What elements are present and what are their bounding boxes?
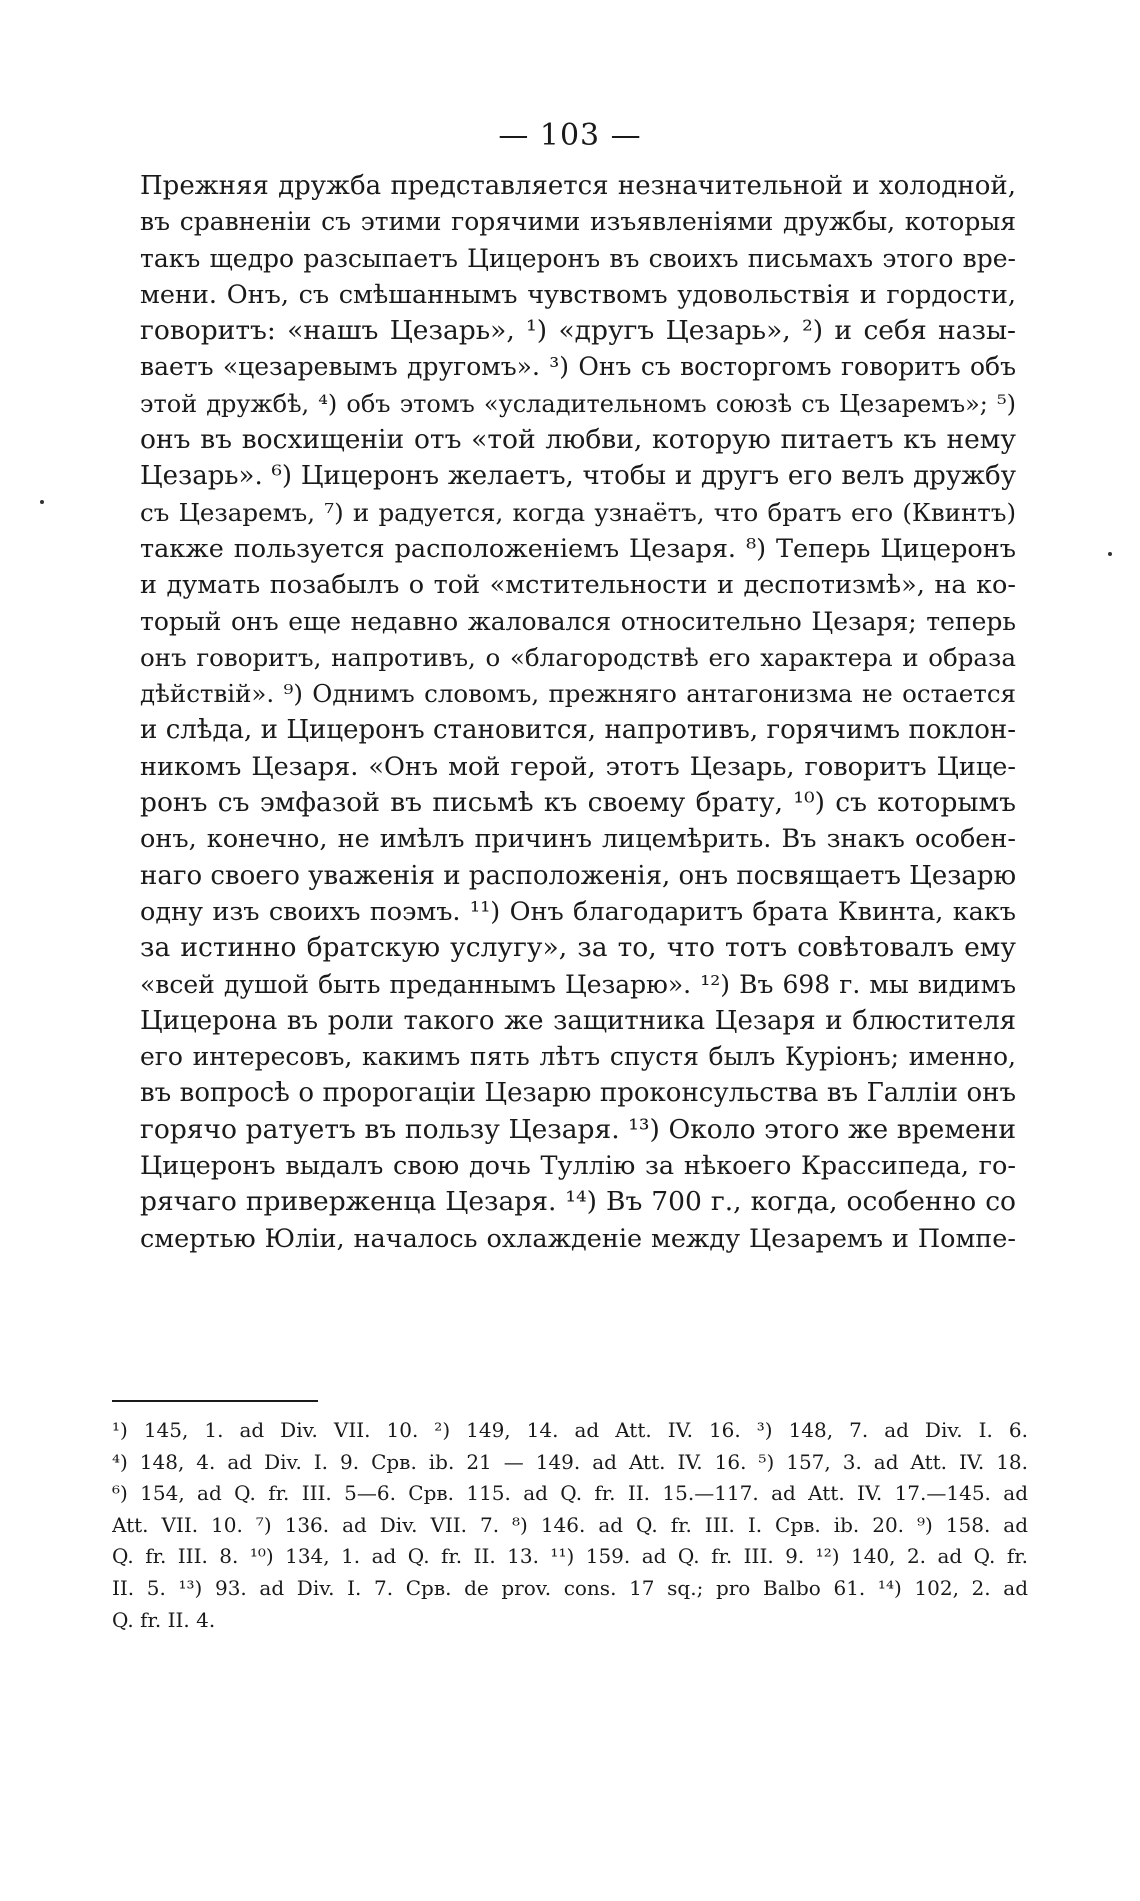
text-line: и слѣда, и Цицеронъ становится, напротивъ, горячимъ поклон- bbox=[140, 715, 1016, 746]
footnote-divider bbox=[112, 1400, 318, 1402]
footnote-line: ⁴) 148, 4. ad Div. I. 9. Срв. ib. 21 — 149. ad Att. IV. 16. ⁵) 157, 3. ad Att. IV. 18. bbox=[112, 1449, 1028, 1474]
text-line: Цезарь». ⁶) Цицеронъ желаетъ, чтобы и другъ его велъ дружбу bbox=[140, 461, 1016, 492]
text-line: и думать позабылъ о той «мстительности и деспотизмѣ», на ко- bbox=[140, 570, 1016, 601]
text-line: въ вопросѣ о пророгаціи Цезарю проконсульства въ Галліи онъ bbox=[140, 1078, 1016, 1109]
text-line: въ сравненіи съ этими горячими изъявленіями дружбы, которыя bbox=[140, 207, 1016, 237]
footnote-line: Q. fr. II. 4. bbox=[112, 1607, 216, 1632]
text-line: за истинно братскую услугу», за то, что тотъ совѣтовалъ ему bbox=[140, 932, 1016, 964]
text-line: такъ щедро разсыпаетъ Цицеронъ въ своихъ письмахъ этого вре- bbox=[140, 243, 1016, 273]
footnotes bbox=[112, 1415, 1028, 1636]
text-line: одну изъ своихъ поэмъ. ¹¹) Онъ благодаритъ брата Квинта, какъ bbox=[140, 896, 1016, 927]
text-line: Цицеронъ выдалъ свою дочь Туллію за нѣкоего Крассипеда, го- bbox=[140, 1151, 1016, 1182]
footnote-line: ⁶) 154, ad Q. fr. III. 5—6. Срв. 115. ad Q. fr. II. 15.—117. ad Att. IV. 17.—145. ad bbox=[112, 1481, 1028, 1506]
text-line: смертью Юліи, началось охлажденіе между Цезаремъ и Помпе- bbox=[140, 1223, 1016, 1254]
text-line: ронъ съ эмфазой въ письмѣ къ своему брату, ¹⁰) съ которымъ bbox=[140, 787, 1016, 819]
text-line: онъ въ восхищеніи отъ «той любви, которую питаетъ къ нему bbox=[140, 424, 1016, 456]
text-line: этой дружбѣ, ⁴) объ этомъ «усладительномъ союзѣ съ Цезаремъ»; ⁵) bbox=[140, 389, 1016, 418]
footnote-line: Q. fr. III. 8. ¹⁰) 134, 1. ad Q. fr. II. 13. ¹¹) 159. ad Q. fr. III. 9. ¹²) 140, 2. ad Q. fr. bbox=[112, 1544, 1028, 1569]
text-line: торый онъ еще недавно жаловался относительно Цезаря; теперь bbox=[140, 606, 1016, 636]
text-line: онъ говоритъ, напротивъ, о «благородствѣ его характера и образа bbox=[140, 642, 1016, 672]
footnote-line: Att. VII. 10. ⁷) 136. ad Div. VII. 7. ⁸) 146. ad Q. fr. III. I. Срв. ib. 20. ⁹) 158. ad bbox=[112, 1512, 1028, 1537]
main-text bbox=[140, 168, 1016, 1257]
text-line: Цицерона въ роли такого же защитника Цезаря и блюстителя bbox=[140, 1005, 1016, 1036]
text-line: «всей душой быть преданнымъ Цезарю». ¹²) Въ 698 г. мы видимъ bbox=[140, 969, 1016, 999]
text-line: съ Цезаремъ, ⁷) и радуется, когда узнаётъ, что братъ его (Квинтъ) bbox=[140, 497, 1016, 527]
page-number: — 103 — bbox=[498, 118, 642, 153]
text-line: говоритъ: «нашъ Цезарь», ¹) «другъ Цезарь», ²) и себя назы- bbox=[140, 315, 1016, 347]
text-line: Прежняя дружба представляется незначительной и холодной, bbox=[140, 171, 1016, 201]
footnote-line: II. 5. ¹³) 93. ad Div. I. 7. Срв. de prov. cons. 17 sq.; pro Balbo 61. ¹⁴) 102, 2. ad bbox=[112, 1575, 1028, 1600]
text-line: дѣйствій». ⁹) Однимъ словомъ, прежняго антагонизма не остается bbox=[140, 679, 1016, 709]
text-line: мени. Онъ, съ смѣшаннымъ чувствомъ удовольствія и гордости, bbox=[140, 279, 1016, 310]
text-line: никомъ Цезаря. «Онъ мой герой, этотъ Цезарь, говоритъ Цице- bbox=[140, 751, 1016, 782]
text-line: онъ, конечно, не имѣлъ причинъ лицемѣрить. Въ знакъ особен- bbox=[140, 824, 1016, 855]
text-line: рячаго приверженца Цезаря. ¹⁴) Въ 700 г., когда, особенно со bbox=[140, 1186, 1016, 1218]
text-line: наго своего уваженія и расположенія, онъ посвящаетъ Цезарю bbox=[140, 860, 1016, 891]
text-line: также пользуется расположеніемъ Цезаря. ⁸) Теперь Цицеронъ bbox=[140, 533, 1016, 564]
footnote-line: ¹) 145, 1. ad Div. VII. 10. ²) 149, 14. ad Att. IV. 16. ³) 148, 7. ad Div. I. 6. bbox=[112, 1418, 1028, 1442]
scan-speck bbox=[40, 500, 44, 504]
scan-speck bbox=[1108, 552, 1112, 556]
text-line: его интересовъ, какимъ пять лѣтъ спустя былъ Куріонъ; именно, bbox=[140, 1042, 1016, 1072]
text-line: горячо ратуетъ въ пользу Цезаря. ¹³) Около этого же времени bbox=[140, 1113, 1016, 1145]
text-line: ваетъ «цезаревымъ другомъ». ³) Онъ съ восторгомъ говоритъ объ bbox=[140, 352, 1016, 382]
